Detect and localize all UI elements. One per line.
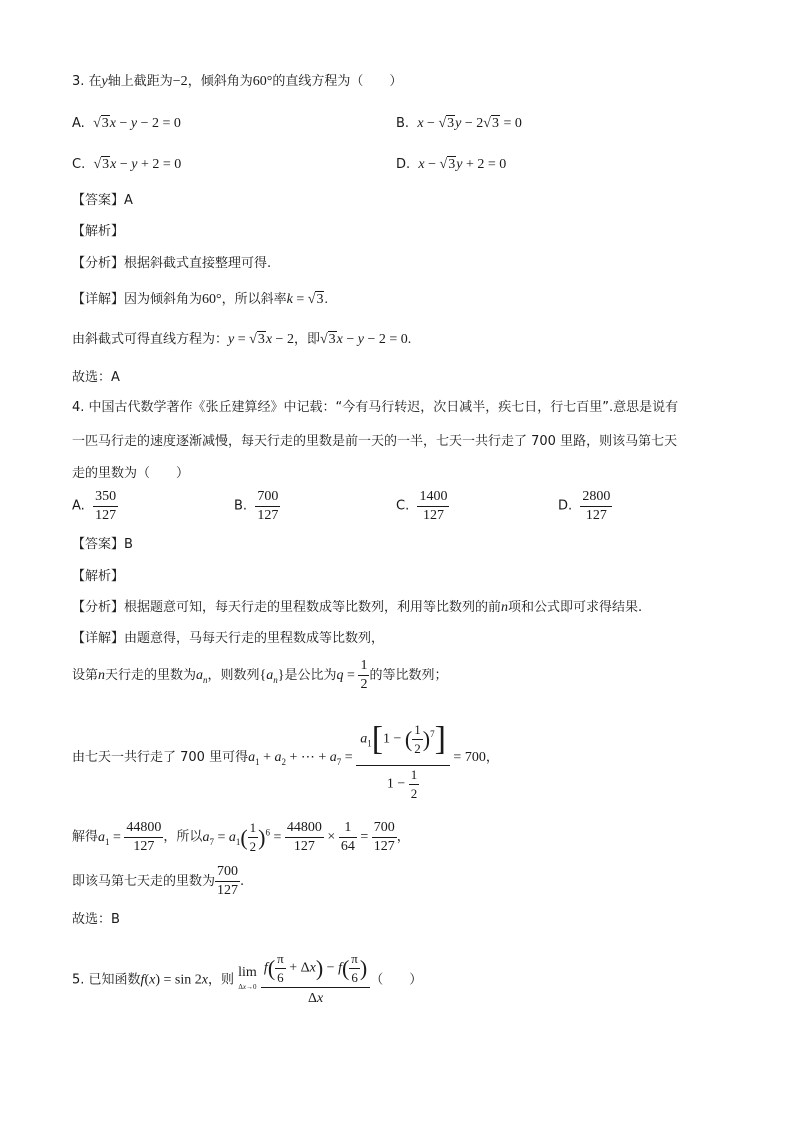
q3-line2-text2: ，即: [293, 332, 320, 347]
q4-fenxi: [72, 598, 642, 618]
q4-xiangjie-label: 【详解】: [72, 631, 125, 646]
q4-set-line: [72, 654, 447, 702]
q4-solve-eq: =: [356, 829, 372, 845]
q4-option-c-num: 1400: [417, 488, 449, 507]
q4-concl-den: 127: [217, 883, 239, 898]
q4-option-c: [396, 488, 449, 525]
q3-eq2-math: √3x − y − 2 = 0.: [319, 332, 412, 347]
q4-solve-times: ×: [323, 829, 339, 845]
q4-set-text3: ，则数列: [207, 668, 260, 683]
q4-set-n: n: [98, 668, 106, 683]
q3-option-a: [72, 114, 181, 134]
q4-solve-mult-num: 1: [339, 819, 357, 838]
q4-stem-line3: 走的里数为（ ）: [72, 466, 190, 481]
q4-solve-a1: $a_1$ =: [98, 829, 125, 847]
q3-stem-var: y: [101, 74, 108, 89]
q4-option-a: [72, 488, 118, 525]
q4-sum-result: 700: [464, 750, 486, 766]
q5-stem-mid: ，则: [207, 972, 234, 988]
q4-solve-res-frac: [372, 819, 397, 856]
q4-option-d: [558, 488, 612, 525]
q4-solve-line: [72, 810, 410, 863]
q3-answer: [72, 191, 133, 211]
q3-analysis-label: 【解析】: [72, 224, 125, 239]
q3-slope-math: k = √3.: [286, 292, 328, 307]
q4-set-seq: $\{a_n\}$: [259, 668, 285, 685]
q3-stem: [72, 72, 402, 92]
q3-line-equation: [72, 330, 411, 350]
q3-xiangjie-text2: ，所以斜率: [221, 292, 287, 307]
q3-stem-suffix: 的直线方程为（ ）: [272, 74, 403, 89]
q4-sum-eq: =: [449, 750, 465, 766]
q4-choice-label: 故选：: [72, 912, 112, 927]
q4-option-a-den: 127: [95, 508, 117, 523]
q3-option-c: [72, 155, 181, 175]
q3-option-b-math: x − √3y − 2√3 = 0: [417, 116, 522, 131]
q4-option-c-label: C.: [396, 498, 410, 514]
q4-concl-text: 即该马第七天走的里数为: [72, 874, 216, 889]
q3-stem-angle: 60°: [252, 74, 273, 89]
q3-stem-val: −2: [172, 74, 188, 89]
q4-option-d-label: D.: [558, 498, 573, 514]
q5-stem: [72, 950, 422, 1010]
q4-option-a-num: 350: [93, 488, 118, 507]
q3-answer-label: 【答案】: [72, 193, 125, 208]
q4-solve-comma: ，: [396, 829, 410, 845]
q3-choice: [72, 368, 120, 388]
q3-answer-value: A: [124, 193, 133, 208]
q5-func: f(x) = sin 2x: [140, 972, 208, 988]
q4-solve-mult-frac: [339, 819, 357, 856]
q5-stem-suffix: （ ）: [370, 972, 423, 988]
q4-option-b-label: B.: [234, 498, 248, 514]
q4-option-c-den: 127: [422, 508, 444, 523]
q4-fenxi-text2: 项和公式即可求得结果.: [508, 600, 643, 615]
q4-solve-text1: 解得: [72, 829, 99, 845]
q4-solve-a7: $a_7 = a_1$( $\frac{1}{2}$ )$^6$ =: [202, 819, 285, 854]
q3-option-a-label: A.: [72, 116, 85, 131]
q3-fenxi-text: 根据斜截式直接整理可得.: [124, 256, 272, 271]
q3-line2-text1: 由斜截式可得直线方程为：: [72, 332, 229, 347]
q3-option-c-label: C.: [72, 157, 86, 172]
q4-option-b-den: 127: [257, 508, 279, 523]
q4-solve-a1-num: 44800: [124, 819, 163, 838]
q3-fenxi-label: 【分析】: [72, 256, 125, 271]
q4-xiangjie: [72, 629, 384, 649]
q4-set-an: $a_n$: [196, 668, 208, 685]
q4-answer: [72, 535, 133, 555]
q3-xiangjie: [72, 290, 328, 310]
q4-solve-res-den: 127: [373, 838, 395, 854]
q4-solve-a1-frac: [124, 819, 163, 856]
q5-stem-prefix: 5. 已知函数: [72, 972, 141, 988]
q3-fenxi: [72, 254, 271, 274]
q4-option-d-frac: [580, 488, 612, 525]
q5-lim: lim Δx→0: [238, 965, 257, 991]
q4-option-d-den: 127: [585, 508, 607, 523]
q4-concl-frac: [215, 863, 240, 900]
q4-sum-line: [72, 712, 499, 804]
q4-choice: [72, 910, 120, 930]
q3-eq1-math: y = √3x − 2: [228, 332, 294, 347]
q3-option-d-label: D.: [396, 157, 411, 172]
q4-set-q: q =: [336, 668, 359, 683]
q4-set-text4: 是公比为: [284, 668, 337, 683]
q3-stem-mid: 轴上截距为: [107, 74, 173, 89]
q3-option-c-math: √3x − y + 2 = 0: [93, 157, 182, 172]
q4-solve-a1-num2: 44800: [285, 819, 324, 838]
q4-concl-num: 700: [215, 863, 240, 882]
q3-option-d-math: x − √3y + 2 = 0: [418, 157, 507, 172]
q3-option-b-label: B.: [396, 116, 410, 131]
q4-answer-label: 【答案】: [72, 537, 125, 552]
q3-xiangjie-label: 【详解】: [72, 292, 125, 307]
q3-choice-label: 故选：: [72, 370, 112, 385]
q4-option-a-label: A.: [72, 498, 85, 514]
q3-option-a-math: √3x − y − 2 = 0: [93, 116, 181, 131]
q4-solve-mult-den: 64: [340, 838, 355, 854]
q4-fenxi-n: n: [501, 600, 509, 615]
q4-option-d-num: 2800: [580, 488, 612, 507]
q4-set-text1: 设第: [72, 668, 99, 683]
q4-option-b: [234, 488, 280, 525]
q4-solve-a1-frac2: [285, 819, 324, 856]
q4-sum-frac: $a_1[1$ − ( $\frac{1}{2}$ )$^7$] 1 − $\frac{1}{2}$: [356, 712, 450, 803]
q4-set-text2: 天行走的里数为: [105, 668, 197, 683]
q4-answer-value: B: [124, 537, 133, 552]
q4-option-a-frac: [93, 488, 118, 525]
q3-xiangjie-angle: 60°: [202, 292, 222, 307]
q4-fenxi-text1: 根据题意可知，每天行走的里程数成等比数列，利用等比数列的前: [124, 600, 502, 615]
q4-solve-a1-den: 127: [133, 838, 155, 854]
q4-stem-line1: 4. 中国古代数学著作《张丘建算经》中记载：“今有马行转迟，次日减半，疾七日，行七百里”.意思是说有: [72, 400, 679, 415]
q4-stem-line2: 一匹马行走的速度逐渐减慢，每天行走的里数是前一天的一半，七天一共行走了 700 里路，则该马第七天: [72, 434, 678, 449]
q4-option-b-frac: [255, 488, 280, 525]
q3-stem-mid2: ，倾斜角为: [187, 74, 253, 89]
q4-concl-period: .: [240, 874, 245, 889]
q4-sum-comma: ，: [485, 750, 499, 766]
q4-option-c-frac: [417, 488, 449, 525]
q4-option-b-num: 700: [255, 488, 280, 507]
q4-solve-a1-den2: 127: [293, 838, 315, 854]
q3-option-d: [396, 155, 506, 175]
q4-solve-res-num: 700: [372, 819, 397, 838]
q4-solve-text2: ，所以: [163, 829, 203, 845]
q4-fenxi-label: 【分析】: [72, 600, 125, 615]
q4-set-text5: 的等比数列；: [369, 668, 448, 683]
q4-sum-lhs: $a_1 + a_2$ + ⋯ + $a_7$ =: [248, 750, 357, 768]
q3-option-b: [396, 114, 522, 134]
q5-lim-frac: f( $\frac{\pi}{6}$ + Δx) − f( $\frac{\pi}{6}$ ) Δx: [261, 950, 370, 1010]
q3-xiangjie-text1: 因为倾斜角为: [124, 292, 203, 307]
q4-choice-value: B: [111, 912, 120, 927]
q4-sum-text1: 由七天一共行走了 700 里可得: [72, 750, 249, 766]
q3-stem-prefix: 3. 在: [72, 74, 102, 89]
q4-analysis-label: 【解析】: [72, 569, 125, 584]
q3-choice-value: A: [111, 370, 120, 385]
q4-set-q-frac: $\frac{1}{2}$: [360, 658, 368, 692]
q4-xiangjie-text: 由题意得，马每天行走的里程数成等比数列，: [124, 631, 385, 646]
q4-conclusion: [72, 860, 244, 904]
